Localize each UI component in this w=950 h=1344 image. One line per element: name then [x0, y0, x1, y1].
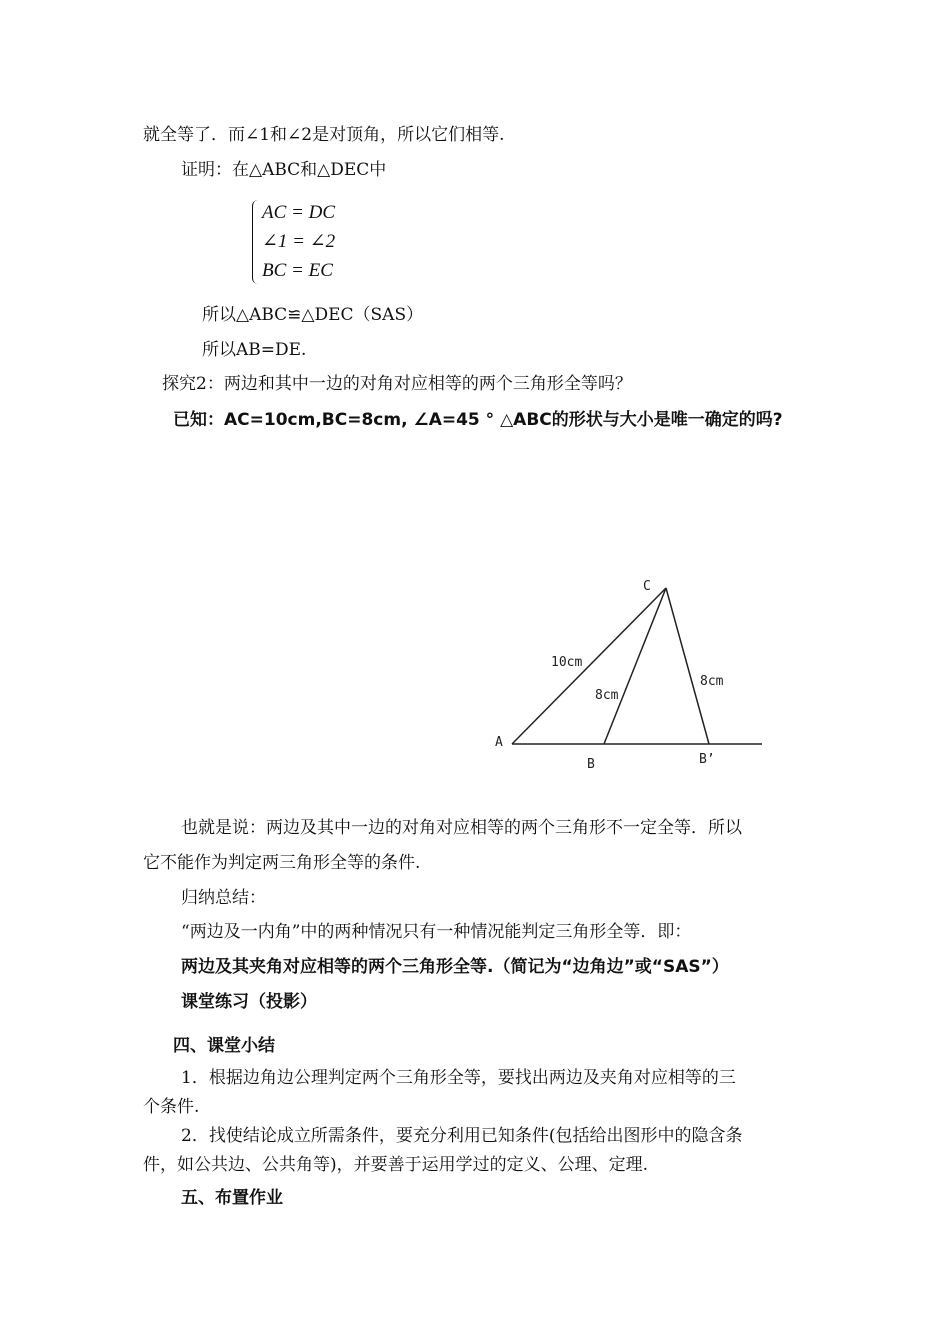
equation-3: BC = EC [262, 260, 333, 281]
conclusion-line: 两边及其夹角对应相等的两个三角形全等.（简记为“边角边”或“SAS”） [181, 957, 729, 977]
text-line: “两边及一内角”中的两种情况只有一种情况能判定三角形全等．即： [181, 922, 692, 942]
side-AC [512, 588, 666, 744]
exercise-heading: 课堂练习（投影） [181, 992, 317, 1012]
text-line: 归纳总结： [181, 888, 266, 908]
text-line: 2．找使结论成立所需条件，要充分利用已知条件(包括给出图形中的隐含条 [181, 1126, 743, 1146]
text-line: 它不能作为判定两三角形全等的条件. [143, 853, 421, 873]
label-BC: 8cm [595, 688, 619, 703]
label-B-prime: B’ [699, 752, 715, 767]
equation-2: ∠1 = ∠2 [262, 231, 336, 252]
section-heading: 四、课堂小结 [173, 1036, 275, 1056]
side-BC [604, 588, 666, 744]
section-heading: 五、布置作业 [181, 1188, 283, 1208]
text-line: 1．根据边角边公理判定两个三角形全等，要找出两边及夹角对应相等的三 [181, 1068, 736, 1088]
text-line: 也就是说：两边及其中一边的对角对应相等的两个三角形不一定全等．所以 [181, 818, 742, 838]
side-B2C [666, 588, 709, 744]
left-brace [252, 200, 261, 284]
text-line: 件，如公共边、公共角等)，并要善于运用学过的定义、公理、定理. [143, 1155, 649, 1175]
text-line: 个条件. [143, 1097, 200, 1117]
text-line: 证明：在△ABC和△DEC中 [181, 160, 387, 180]
text-line: 所以△ABC≌△DEC（SAS） [202, 305, 424, 325]
triangle-figure [490, 570, 790, 790]
text-line: 就全等了．而∠1和∠2是对顶角，所以它们相等. [143, 125, 505, 145]
label-C: C [643, 579, 651, 594]
text-line: 所以AB=DE. [202, 340, 307, 360]
equation-1: AC = DC [262, 202, 335, 223]
label-AC: 10cm [551, 655, 583, 670]
text-line: 探究2：两边和其中一边的对角对应相等的两个三角形全等吗？ [162, 374, 632, 394]
question-line: 已知：AC=10cm,BC=8cm, ∠A=45 ° △ABC的形状与大小是唯一确定的吗? [173, 410, 783, 430]
label-B: B [587, 757, 595, 772]
label-B2C: 8cm [700, 674, 724, 689]
label-A: A [495, 735, 503, 750]
